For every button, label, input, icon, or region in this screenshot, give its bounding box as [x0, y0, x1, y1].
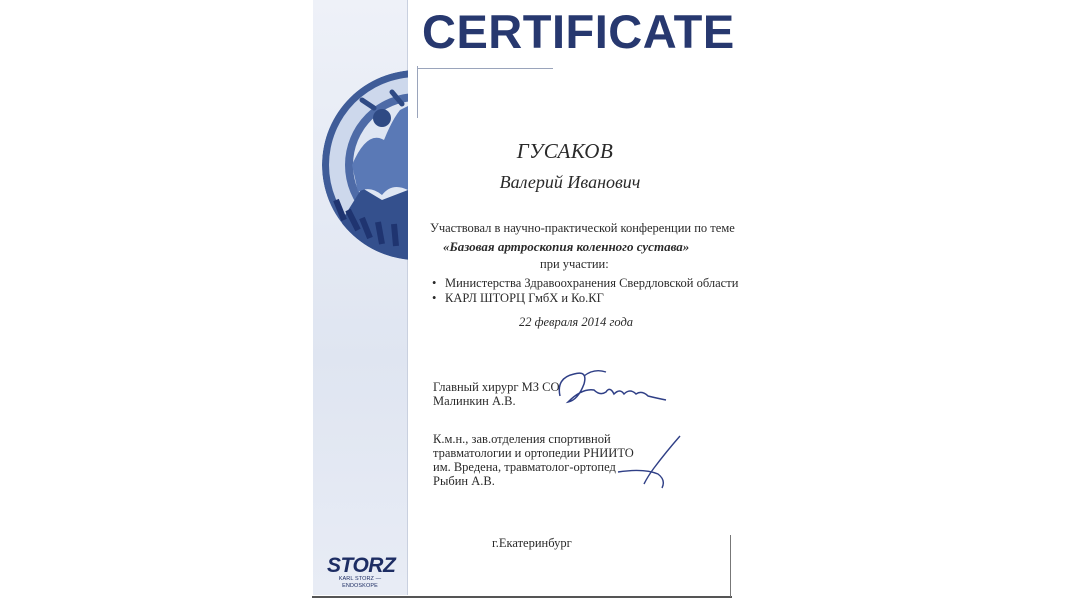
city-label: г.Екатеринбург: [492, 536, 572, 550]
conference-topic: «Базовая артроскопия коленного сустава»: [443, 239, 690, 254]
sheet-edge-right: [730, 535, 731, 597]
certificate-title: CERTIFICATE: [422, 5, 735, 58]
signatory-line: К.м.н., зав.отделения спортивной: [433, 432, 611, 446]
frame-line-horizontal: [417, 68, 553, 69]
signatory-line: Малинкин А.В.: [433, 394, 516, 408]
signature-rybin-icon: [614, 434, 686, 492]
participation-text: Участвовал в научно-практической конференции по теме: [430, 221, 735, 235]
signatory-line: им. Вредена, травматолог-ортопед: [433, 460, 616, 474]
signatory-line: травматологии и ортопедии РНИИТО: [433, 446, 634, 460]
certificate-date: 22 февраля 2014 года: [519, 315, 634, 329]
signatory-line: Главный хирург МЗ СО: [433, 380, 560, 394]
sheet-edge-bottom: [312, 596, 732, 598]
signatory-line: Рыбин А.В.: [433, 474, 495, 488]
support-label: при участии:: [540, 257, 609, 271]
signatory-rybin: [433, 432, 634, 488]
surgeon-emblem-icon: [322, 70, 408, 260]
supporter-item: • Министерства Здравоохранения Свердловской области: [445, 276, 738, 291]
signature-malinkin-icon: [554, 366, 670, 408]
supporter-item: • КАРЛ ШТОРЦ ГмбХ и Ко.КГ: [445, 291, 604, 306]
signatory-chief-surgeon: [433, 380, 560, 408]
logo-subtitle: KARL STORZ — ENDOSKOPE: [338, 576, 382, 589]
logo-brand: STORZ: [327, 554, 396, 577]
recipient-given-names: Валерий Иванович: [499, 172, 641, 192]
frame-line-vertical: [417, 66, 418, 118]
storz-logo: [327, 554, 396, 590]
recipient-surname: ГУСАКОВ: [516, 139, 614, 163]
